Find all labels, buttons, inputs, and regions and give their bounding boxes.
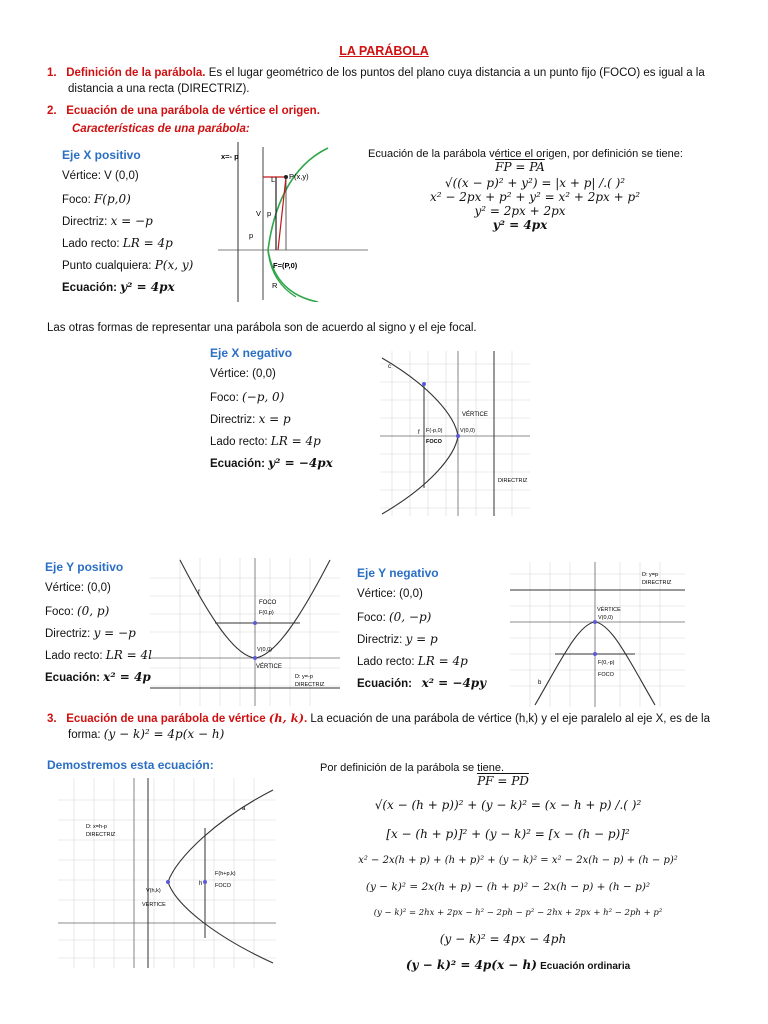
derivation-1-line-3: x² − 2px + p² + y² = x² + 2px + p²	[430, 190, 640, 204]
y-positive-title: Eje Y positivo	[45, 560, 124, 574]
section-2-subheading: Características de una parábola:	[72, 123, 250, 135]
section-1-text-cont: distancia a una recta (DIRECTRIZ).	[68, 83, 250, 95]
derivation-1-line-4: y² = 2px + 2px	[474, 204, 566, 218]
ordinary-equation: (y − k)² = 4p(x − h)	[405, 958, 537, 972]
x-positive-directrix	[62, 214, 232, 236]
y-negative-vertex: Vértice: (0,0)	[357, 588, 423, 600]
derivation-2-line-8	[318, 952, 718, 978]
x-negative-panel	[210, 346, 370, 478]
section-1-text: Es el lugar geométrico de los puntos del plano cuya distancia a un punto fijo (FOCO) es igual a la	[208, 67, 705, 79]
derivation-1	[360, 148, 760, 232]
focus-label: Foco:	[62, 194, 91, 206]
fig5-vertex-title: VÉRTICE	[142, 902, 166, 908]
derivation-2-line-1: PF = PD	[477, 774, 529, 788]
section-3-form	[68, 727, 224, 743]
equation-value: y² = 4px	[120, 280, 175, 294]
derivation-2-line-7: (y − k)² = 4px − 4ph	[439, 932, 567, 946]
derivation-2	[318, 762, 758, 978]
figure-y-negative	[510, 562, 685, 707]
latus-rectum-label: Lado recto:	[45, 650, 103, 662]
fig3-f-label: f	[198, 590, 200, 596]
fig2-c-label: c	[388, 364, 391, 370]
focus-value: (0, p)	[76, 604, 110, 618]
x-positive-equation	[62, 280, 232, 302]
derivation-1-line-2: √((x − p)² + y²) = |x + p| /.( )²	[444, 176, 626, 190]
equation-label: Ecuación:	[62, 282, 117, 294]
fig4-directrix-title: DIRECTRIZ	[642, 580, 672, 586]
fig5-focus-title: FOCO	[215, 883, 231, 889]
y-negative-panel	[357, 566, 507, 698]
fig1-r-label: R	[272, 281, 278, 290]
fig4-vertex-title: VÉRTICE	[597, 607, 621, 613]
focus-label: Foco:	[210, 392, 239, 404]
fig5-vertex-label: V(h,k)	[146, 888, 161, 894]
y-negative-equation	[357, 676, 507, 698]
directrix-value: x = −p	[110, 214, 153, 228]
figure-vertex-hk	[58, 778, 276, 968]
x-negative-vertex: Vértice: (0,0)	[210, 368, 276, 380]
any-point-label: Punto cualquiera:	[62, 260, 152, 272]
figure-x-negative	[370, 346, 540, 521]
latus-rectum-label: Lado recto:	[357, 656, 415, 668]
derivation-2-intro: Por definición de la parábola se tiene.	[320, 762, 505, 774]
section-2	[47, 104, 320, 119]
directrix-label: Directriz:	[357, 634, 403, 646]
equation-value: x² = 4p	[103, 670, 151, 684]
fig3-vertex-title: VÉRTICE	[256, 664, 282, 670]
fig2-directrix-title: DIRECTRIZ	[498, 478, 528, 484]
x-negative-focus	[210, 390, 370, 412]
fig2-vertex-title: VÉRTICE	[462, 412, 488, 418]
fig5-focus-coord: F(h+p,k)	[215, 871, 236, 877]
focus-label: Foco:	[45, 606, 74, 618]
x-negative-latus-rectum	[210, 434, 370, 456]
x-negative-title: Eje X negativo	[210, 346, 293, 360]
y-negative-directrix	[357, 632, 507, 654]
y-negative-latus-rectum	[357, 654, 507, 676]
section-1-heading: Definición de la parábola.	[66, 67, 206, 79]
any-point-value: P(x, y)	[154, 258, 194, 272]
fig5-a-label: a	[242, 806, 246, 812]
derivation-2-line-4: x² − 2x(h + p) + (h + p)² + (y − k)² = x² − 2x(h − p) + (h − p)²	[358, 855, 678, 866]
x-negative-equation	[210, 456, 370, 478]
focus-value: F(p,0)	[93, 192, 131, 206]
latus-rectum-label: Lado recto:	[210, 436, 268, 448]
y-positive-vertex: Vértice: (0,0)	[45, 582, 111, 594]
fig2-focus-coord: F(-p,0)	[426, 428, 443, 434]
equation-value: y² = −4px	[268, 456, 333, 470]
figure-y-positive	[150, 558, 340, 706]
equation-label: Ecuación:	[357, 678, 412, 690]
fig1-v-label: V	[256, 209, 262, 218]
fig5-h-label: h	[199, 881, 203, 887]
fig3-vertex-label: V(0,0)	[257, 647, 272, 653]
x-positive-focus	[62, 192, 232, 214]
fig1-l-label: L	[271, 175, 276, 184]
fig3-focus-coord: F(0,p)	[259, 610, 274, 616]
x-positive-any-point	[62, 258, 232, 280]
section-3-number: 3.	[47, 713, 57, 725]
figure-x-positive	[218, 142, 368, 302]
directrix-value: y = p	[405, 632, 438, 646]
fig3-directrix-eq: D: y=-p	[295, 674, 313, 680]
focus-value: (−p, 0)	[241, 390, 285, 404]
fig4-vertex-label: V(0,0)	[598, 615, 613, 621]
fig1-focus-label: F=(P,0)	[273, 261, 298, 270]
fig5-directrix-title: DIRECTRIZ	[86, 832, 116, 838]
fig2-f-label: f	[418, 430, 420, 436]
form-label: forma:	[68, 729, 101, 741]
equation-value: x² = −4py	[421, 676, 487, 690]
derivation-2-line-5: (y − k)² = 2x(h + p) − (h + p)² − 2x(h − p) + (h − p)²	[365, 881, 651, 893]
latus-rectum-value: LR = 4p	[270, 434, 321, 448]
fig3-focus-title: FOCO	[259, 600, 277, 606]
section-2-heading: Ecuación de una parábola de vértice el origen.	[66, 105, 320, 117]
derivation-1-intro: Ecuación de la parábola vértice el origen, por definición se tiene:	[368, 148, 683, 160]
x-positive-vertex: Vértice: V (0,0)	[62, 170, 139, 182]
section-3-heading-hk: (h, k)	[268, 711, 305, 725]
section-1	[47, 66, 747, 81]
directrix-value: x = p	[258, 412, 291, 426]
section-3-text: La ecuación de una parábola de vértice (h,k) y el eje paralelo al eje X, es de la	[310, 713, 710, 725]
equation-label: Ecuación:	[45, 672, 100, 684]
form-value: (y − k)² = 4p(x − h)	[103, 727, 225, 741]
fig1-p2-label: p	[267, 209, 272, 218]
demo-heading: Demostremos esta ecuación:	[47, 758, 214, 772]
section-2-number: 2.	[47, 105, 57, 117]
latus-rectum-value: LR = 4p	[417, 654, 468, 668]
derivation-1-line-5: y² = 4px	[492, 218, 548, 232]
page-title: LA PARÁBOLA	[339, 44, 429, 58]
y-negative-title: Eje Y negativo	[357, 566, 439, 580]
derivation-2-line-2: √(x − (h + p))² + (y − k)² = (x − h + p) /.( )²	[374, 798, 642, 812]
x-positive-latus-rectum	[62, 236, 232, 258]
fig5-directrix-eq: D: x=h-p	[86, 824, 107, 830]
fig3-directrix-title: DIRECTRIZ	[295, 682, 325, 688]
ordinary-equation-tag: Ecuación ordinaria	[540, 961, 631, 972]
x-positive-panel	[62, 148, 232, 302]
x-negative-directrix	[210, 412, 370, 434]
fig1-p1-label: p	[249, 231, 254, 240]
section-3-heading: Ecuación de una parábola de vértice	[66, 713, 266, 725]
latus-rectum-label: Lado recto:	[62, 238, 120, 250]
derivation-2-line-6: (y − k)² = 2hx + 2px − h² − 2ph − p² − 2hx + 2px + h² − 2ph + p²	[373, 908, 663, 918]
directrix-label: Directriz:	[210, 414, 256, 426]
fig1-directrix-label: x=- p	[221, 152, 239, 161]
derivation-2-line-3: [x − (h + p)]² + (y − k)² = [x − (h − p)]²	[386, 827, 630, 841]
section-3	[47, 711, 757, 727]
directrix-value: y = −p	[93, 626, 136, 640]
equation-label: Ecuación:	[210, 458, 265, 470]
y-negative-focus	[357, 610, 507, 632]
fig4-b-label: b	[538, 680, 542, 686]
fig4-focus-coord: F(0,-p)	[598, 660, 615, 666]
derivation-1-line-1: FP = PA	[495, 160, 545, 174]
latus-rectum-value: LR = 4p	[122, 236, 173, 250]
fig2-vertex-label: V(0,0)	[460, 428, 475, 434]
directrix-label: Directriz:	[62, 216, 108, 228]
section-1-number: 1.	[47, 67, 57, 79]
x-positive-title: Eje X positivo	[62, 148, 141, 162]
fig4-directrix-eq: D: y=p	[642, 572, 659, 578]
section-3-heading-end: .	[304, 713, 308, 725]
fig1-point-label: P(x,y)	[289, 172, 309, 181]
focus-value: (0, −p)	[388, 610, 432, 624]
other-forms-text: Las otras formas de representar una parábola son de acuerdo al signo y el eje focal.	[47, 322, 477, 334]
fig4-focus-title: FOCO	[598, 672, 614, 678]
latus-rectum-value: LR = 4l	[105, 648, 152, 662]
fig2-focus-title: FOCO	[426, 439, 442, 445]
focus-label: Foco:	[357, 612, 386, 624]
directrix-label: Directriz:	[45, 628, 91, 640]
